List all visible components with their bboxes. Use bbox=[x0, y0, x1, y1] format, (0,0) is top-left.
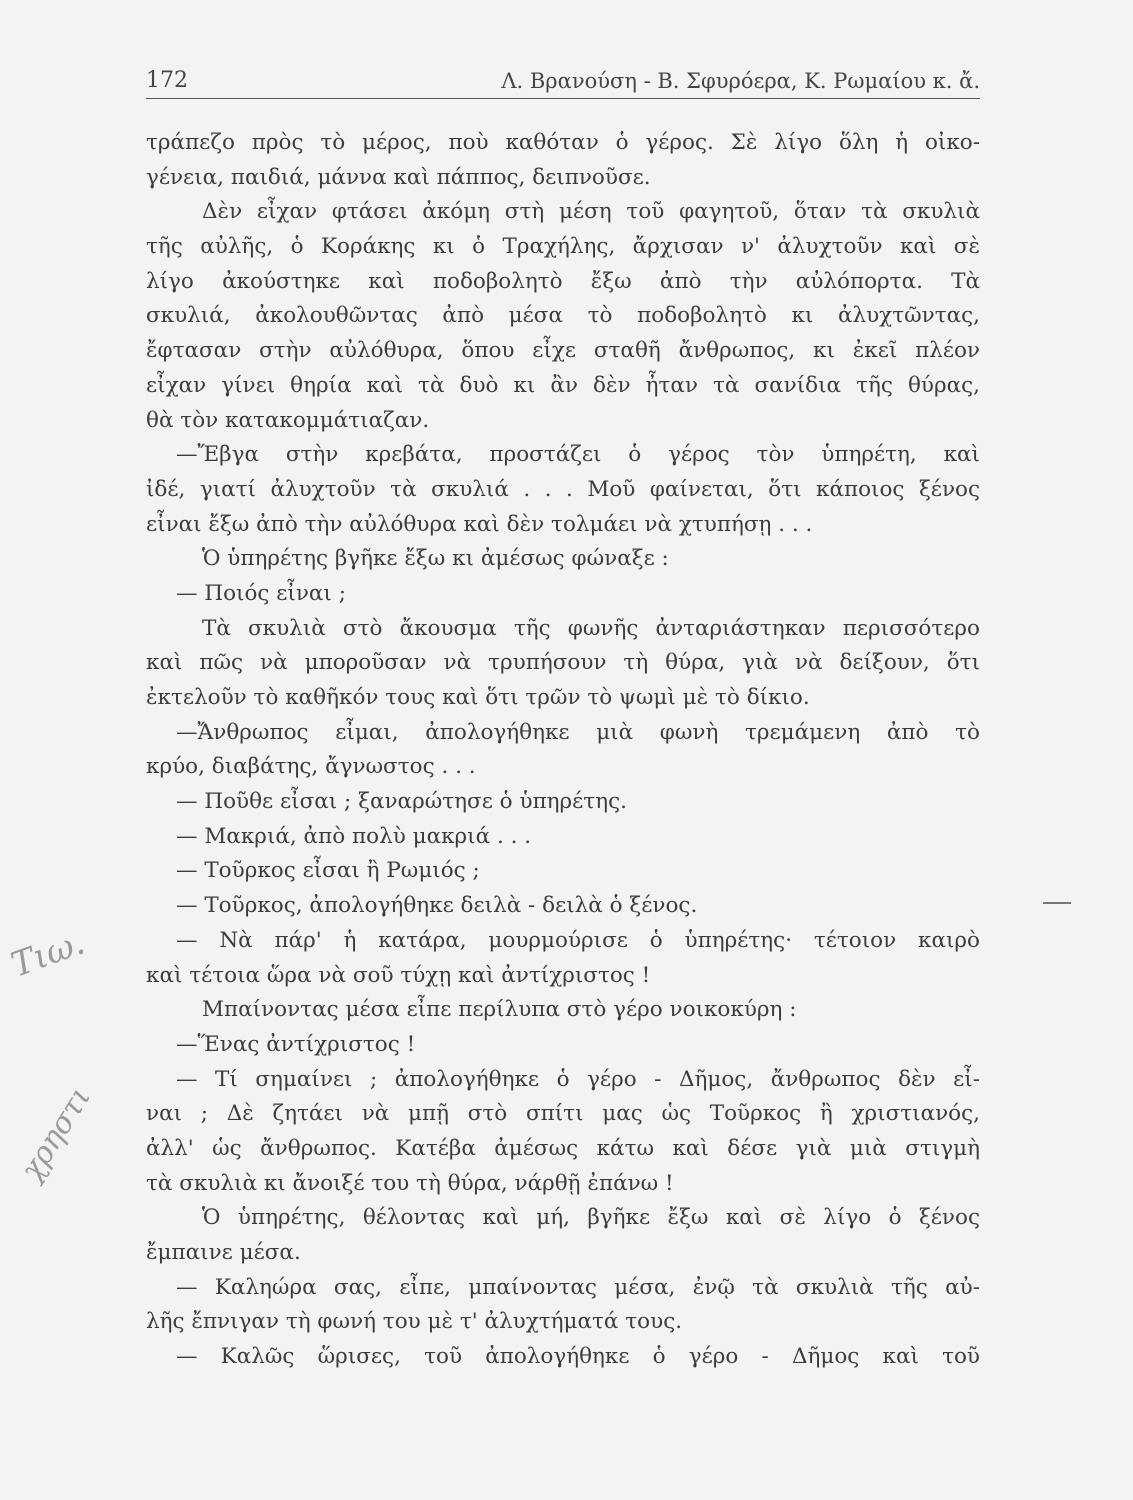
text-line: καὶ τέτοια ὥρα νὰ σοῦ τύχῃ καὶ ἀντίχριστος ! bbox=[146, 962, 651, 988]
text-line: Ὁ ὑπηρέτης, θέλοντας καὶ μή, βγῆκε ἔξω καὶ σὲ λίγο ὁ ξένος bbox=[202, 1205, 980, 1231]
text-line: λῆς ἔπνιγαν τὴ φωνή του μὲ τ' ἀλυχτήματά τους. bbox=[146, 1309, 683, 1335]
margin-pencil-mark bbox=[1043, 902, 1071, 904]
text-line: τράπεζο πρὸς τὸ μέρος, ποὺ καθόταν ὁ γέρος. Σὲ λίγο ὅλη ἡ οἰκο- bbox=[146, 130, 980, 155]
text-line: γένεια, παιδιά, μάννα καὶ πάππος, δειπνοῦσε. bbox=[146, 164, 651, 190]
text-line: — Καλῶς ὥρισες, τοῦ ἀπολογήθηκε ὁ γέρο - Δῆμος καὶ τοῦ bbox=[176, 1344, 980, 1370]
text-line: — Τοῦρκος εἶσαι ἢ Ρωμιός ; bbox=[176, 858, 480, 884]
page-header bbox=[146, 66, 980, 99]
text-line: — Ποιός εἶναι ; bbox=[176, 580, 346, 606]
text-line: σκυλιά, ἀκολουθῶντας ἀπὸ μέσα τὸ ποδοβολητὸ κι ἀλυχτῶντας, bbox=[146, 303, 980, 329]
text-line: Δὲν εἶχαν φτάσει ἀκόμη στὴ μέση τοῦ φαγητοῦ, ὅταν τὰ σκυλιὰ bbox=[202, 199, 980, 225]
text-line: — Τοῦρκος, ἀπολογήθηκε δειλὰ - δειλὰ ὁ ξένος. bbox=[176, 893, 698, 919]
handwritten-margin-note: χρηστι bbox=[14, 1080, 99, 1187]
text-line: Μπαίνοντας μέσα εἶπε περίλυπα στὸ γέρο νοικοκύρη : bbox=[202, 997, 797, 1023]
text-line: — Καληώρα σας, εἶπε, μπαίνοντας μέσα, ἐνῷ τὰ σκυλιὰ τῆς αὐ- bbox=[176, 1274, 980, 1300]
text-line: ἔφτασαν στὴν αὐλόθυρα, ὅπου εἶχε σταθῆ ἄνθρωπος, κι ἐκεῖ πλέον bbox=[146, 338, 980, 364]
text-line: ἀλλ' ὡς ἄνθρωπος. Κατέβα ἀμέσως κάτω καὶ δέσε γιὰ μιὰ στιγμὴ bbox=[146, 1135, 980, 1161]
text-line: ἔμπαινε μέσα. bbox=[146, 1240, 301, 1265]
text-line: Τὰ σκυλιὰ στὸ ἄκουσμα τῆς φωνῆς ἀνταριάστηκαν περισσότερο bbox=[202, 615, 980, 641]
text-line: κρύο, διαβάτης, ἄγνωστος . . . bbox=[146, 754, 476, 780]
text-line: τὰ σκυλιὰ κι ἄνοιξέ του τὴ θύρα, νάρθῇ ἐπάνω ! bbox=[146, 1170, 674, 1196]
text-line: —Ἕνας ἀντίχριστος ! bbox=[176, 1031, 416, 1057]
text-line: καὶ πῶς νὰ μποροῦσαν νὰ τρυπήσουν τὴ θύρα, γιὰ νὰ δείξουν, ὅτι bbox=[146, 650, 980, 676]
text-line: — Τί σημαίνει ; ἀπολογήθηκε ὁ γέρο - Δῆμος, ἄνθρωπος δὲν εἶ- bbox=[176, 1066, 980, 1092]
running-head: Λ. Βρανούση - Β. Σφυρόερα, Κ. Ρωμαίου κ. ἄ. bbox=[501, 69, 980, 93]
text-line: εἶχαν γίνει θηρία καὶ τὰ δυὸ κι ἂν δὲν ἦταν τὰ σανίδια τῆς θύρας, bbox=[146, 372, 980, 398]
text-line: — Ποῦθε εἶσαι ; ξαναρώτησε ὁ ὑπηρέτης. bbox=[176, 789, 627, 815]
page-number: 172 bbox=[146, 68, 188, 93]
text-line: —Ἔβγα στὴν κρεβάτα, προστάζει ὁ γέρος τὸν ὑπηρέτη, καὶ bbox=[176, 442, 980, 468]
text-line: λίγο ἀκούστηκε καὶ ποδοβολητὸ ἔξω ἀπὸ τὴν αὐλόπορτα. Τὰ bbox=[146, 268, 980, 294]
text-line: εἶναι ἔξω ἀπὸ τὴν αὐλόθυρα καὶ δὲν τολμάει νὰ χτυπήσῃ . . . bbox=[146, 511, 813, 537]
text-line: — Νὰ πάρ' ἡ κατάρα, μουρμούρισε ὁ ὑπηρέτης· τέτοιον καιρὸ bbox=[176, 927, 980, 953]
handwritten-margin-note: Τιω. bbox=[6, 922, 90, 986]
text-line: Ὁ ὑπηρέτης βγῆκε ἔξω κι ἀμέσως φώναξε : bbox=[202, 546, 669, 572]
text-line: ἰδέ, γιατί ἀλυχτοῦν τὰ σκυλιά . . . Μοῦ φαίνεται, ὅτι κάποιος ξένος bbox=[146, 476, 980, 502]
text-line: —Ἄνθρωπος εἶμαι, ἀπολογήθηκε μιὰ φωνὴ τρεμάμενη ἀπὸ τὸ bbox=[176, 719, 980, 745]
text-line: ἐκτελοῦν τὸ καθῆκόν τους καὶ ὅτι τρῶν τὸ ψωμὶ μὲ τὸ δίκιο. bbox=[146, 685, 810, 710]
body-text bbox=[146, 126, 980, 1375]
text-line: ναι ; Δὲ ζητάει νὰ μπῇ στὸ σπίτι μας ὡς Τοῦρκος ἢ χριστιανός, bbox=[146, 1101, 980, 1127]
text-line: — Μακριά, ἀπὸ πολὺ μακριά . . . bbox=[176, 823, 532, 849]
text-line: τῆς αὐλῆς, ὁ Κοράκης κι ὁ Τραχήλης, ἄρχισαν ν' ἀλυχτοῦν καὶ σὲ bbox=[146, 234, 980, 260]
text-line: θὰ τὸν κατακομμάτιαζαν. bbox=[146, 407, 430, 433]
